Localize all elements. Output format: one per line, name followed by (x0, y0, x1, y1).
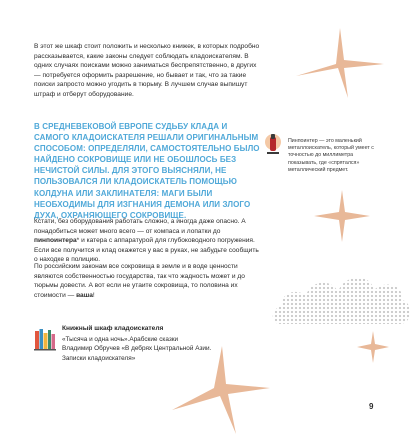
star-decoration-middle-right (312, 188, 372, 244)
star-decoration-small (356, 330, 390, 364)
law-paragraph (34, 262, 262, 300)
bookshelf-list (62, 335, 262, 363)
book-item: «Тысяча и одна ночь».Арабские сказки (62, 336, 179, 343)
star-decoration-top-right (288, 24, 388, 100)
pinpointer-sidenote: Пинпоинтер — это маленький металлоискатель, который умеет с точностью до миллиметра показывать, где «спрятался» металлический предмет. (288, 138, 374, 173)
bookshelf-title: Книжный шкаф кладоискателя (62, 325, 164, 332)
book-item: Владимир Обручев «В дебрях Центральной Азии. (62, 345, 212, 353)
equipment-text-before: Кстати, без оборудования работать сложно, а иногда даже опасно. А понадобиться может много всего — от компаса и лопатки до (34, 218, 246, 235)
equipment-paragraph (34, 217, 262, 265)
law-text-before: По российским законам все сокровища в земле и в воде ценности являются собственностью государства, так что жадность может и до тюрьмы довести. А вот если не утаите сокровища, то половина их стоимости — (34, 263, 245, 299)
law-bold-term: ваша (76, 291, 93, 299)
pinpointer-icon (261, 132, 285, 158)
intro-paragraph: В этот же шкаф стоит положить и несколько книжек, в которых подробно рассказывается, какие законы следует соблюдать кладоискателям. В одних случаях поисками можно заниматься беспрепятственно, в других — потребуется оформить разрешение, но бывает и так, что за такие поиски запросто можно угодить в тюрьму. В лучшем случае выпишут штраф и отберут оборудование. (34, 43, 260, 98)
equipment-bold-term: пинпоинтера (34, 237, 77, 245)
highlight-paragraph: В СРЕДНЕВЕКОВОЙ ЕВРОПЕ СУДЬБУ КЛАДА И САМОГО КЛАДОИСКАТЕЛЯ РЕШАЛИ ОРИГИНАЛЬНЫМ СПОСОБОМ: ОПРЕДЕЛЯЛИ, САМОСТОЯТЕЛЬНО БЫЛО НАЙДЕНО СОКРОВИЩЕ ИЛИ НЕ ОБОШЛОСЬ БЕЗ НЕЧИСТОЙ СИЛЫ. ДЛЯ ЭТОГО ВЫЯСНЯЛИ, НЕ ПОЛЬЗОВАЛСЯ ЛИ КЛАДОИСКАТЕЛЬ ПОМОЩЬЮ КОЛДУНА ИЛИ ЗАКЛИНАТЕЛЯ: МАГИ БЫЛИ НЕОБХОДИМЫ ДЛЯ ИЗГНАНИЯ ДЕМОНА ИЛИ ЗЛОГО ДУХА, ОХРАНЯЮЩЕГО СОКРОВИЩЕ. (34, 122, 260, 220)
equipment-text-after: * и катера с аппаратурой для глубоководного погружения. Если все получится и клад окажется у вас в руках, не забудьте сообщить о находке в полицию. (34, 237, 259, 264)
page-number: 9 (369, 402, 374, 411)
books-icon (34, 327, 56, 351)
law-text-after: ! (92, 291, 95, 299)
book-item: Записки кладоискателя» (62, 354, 136, 362)
dotted-cloud-decoration (270, 262, 413, 332)
